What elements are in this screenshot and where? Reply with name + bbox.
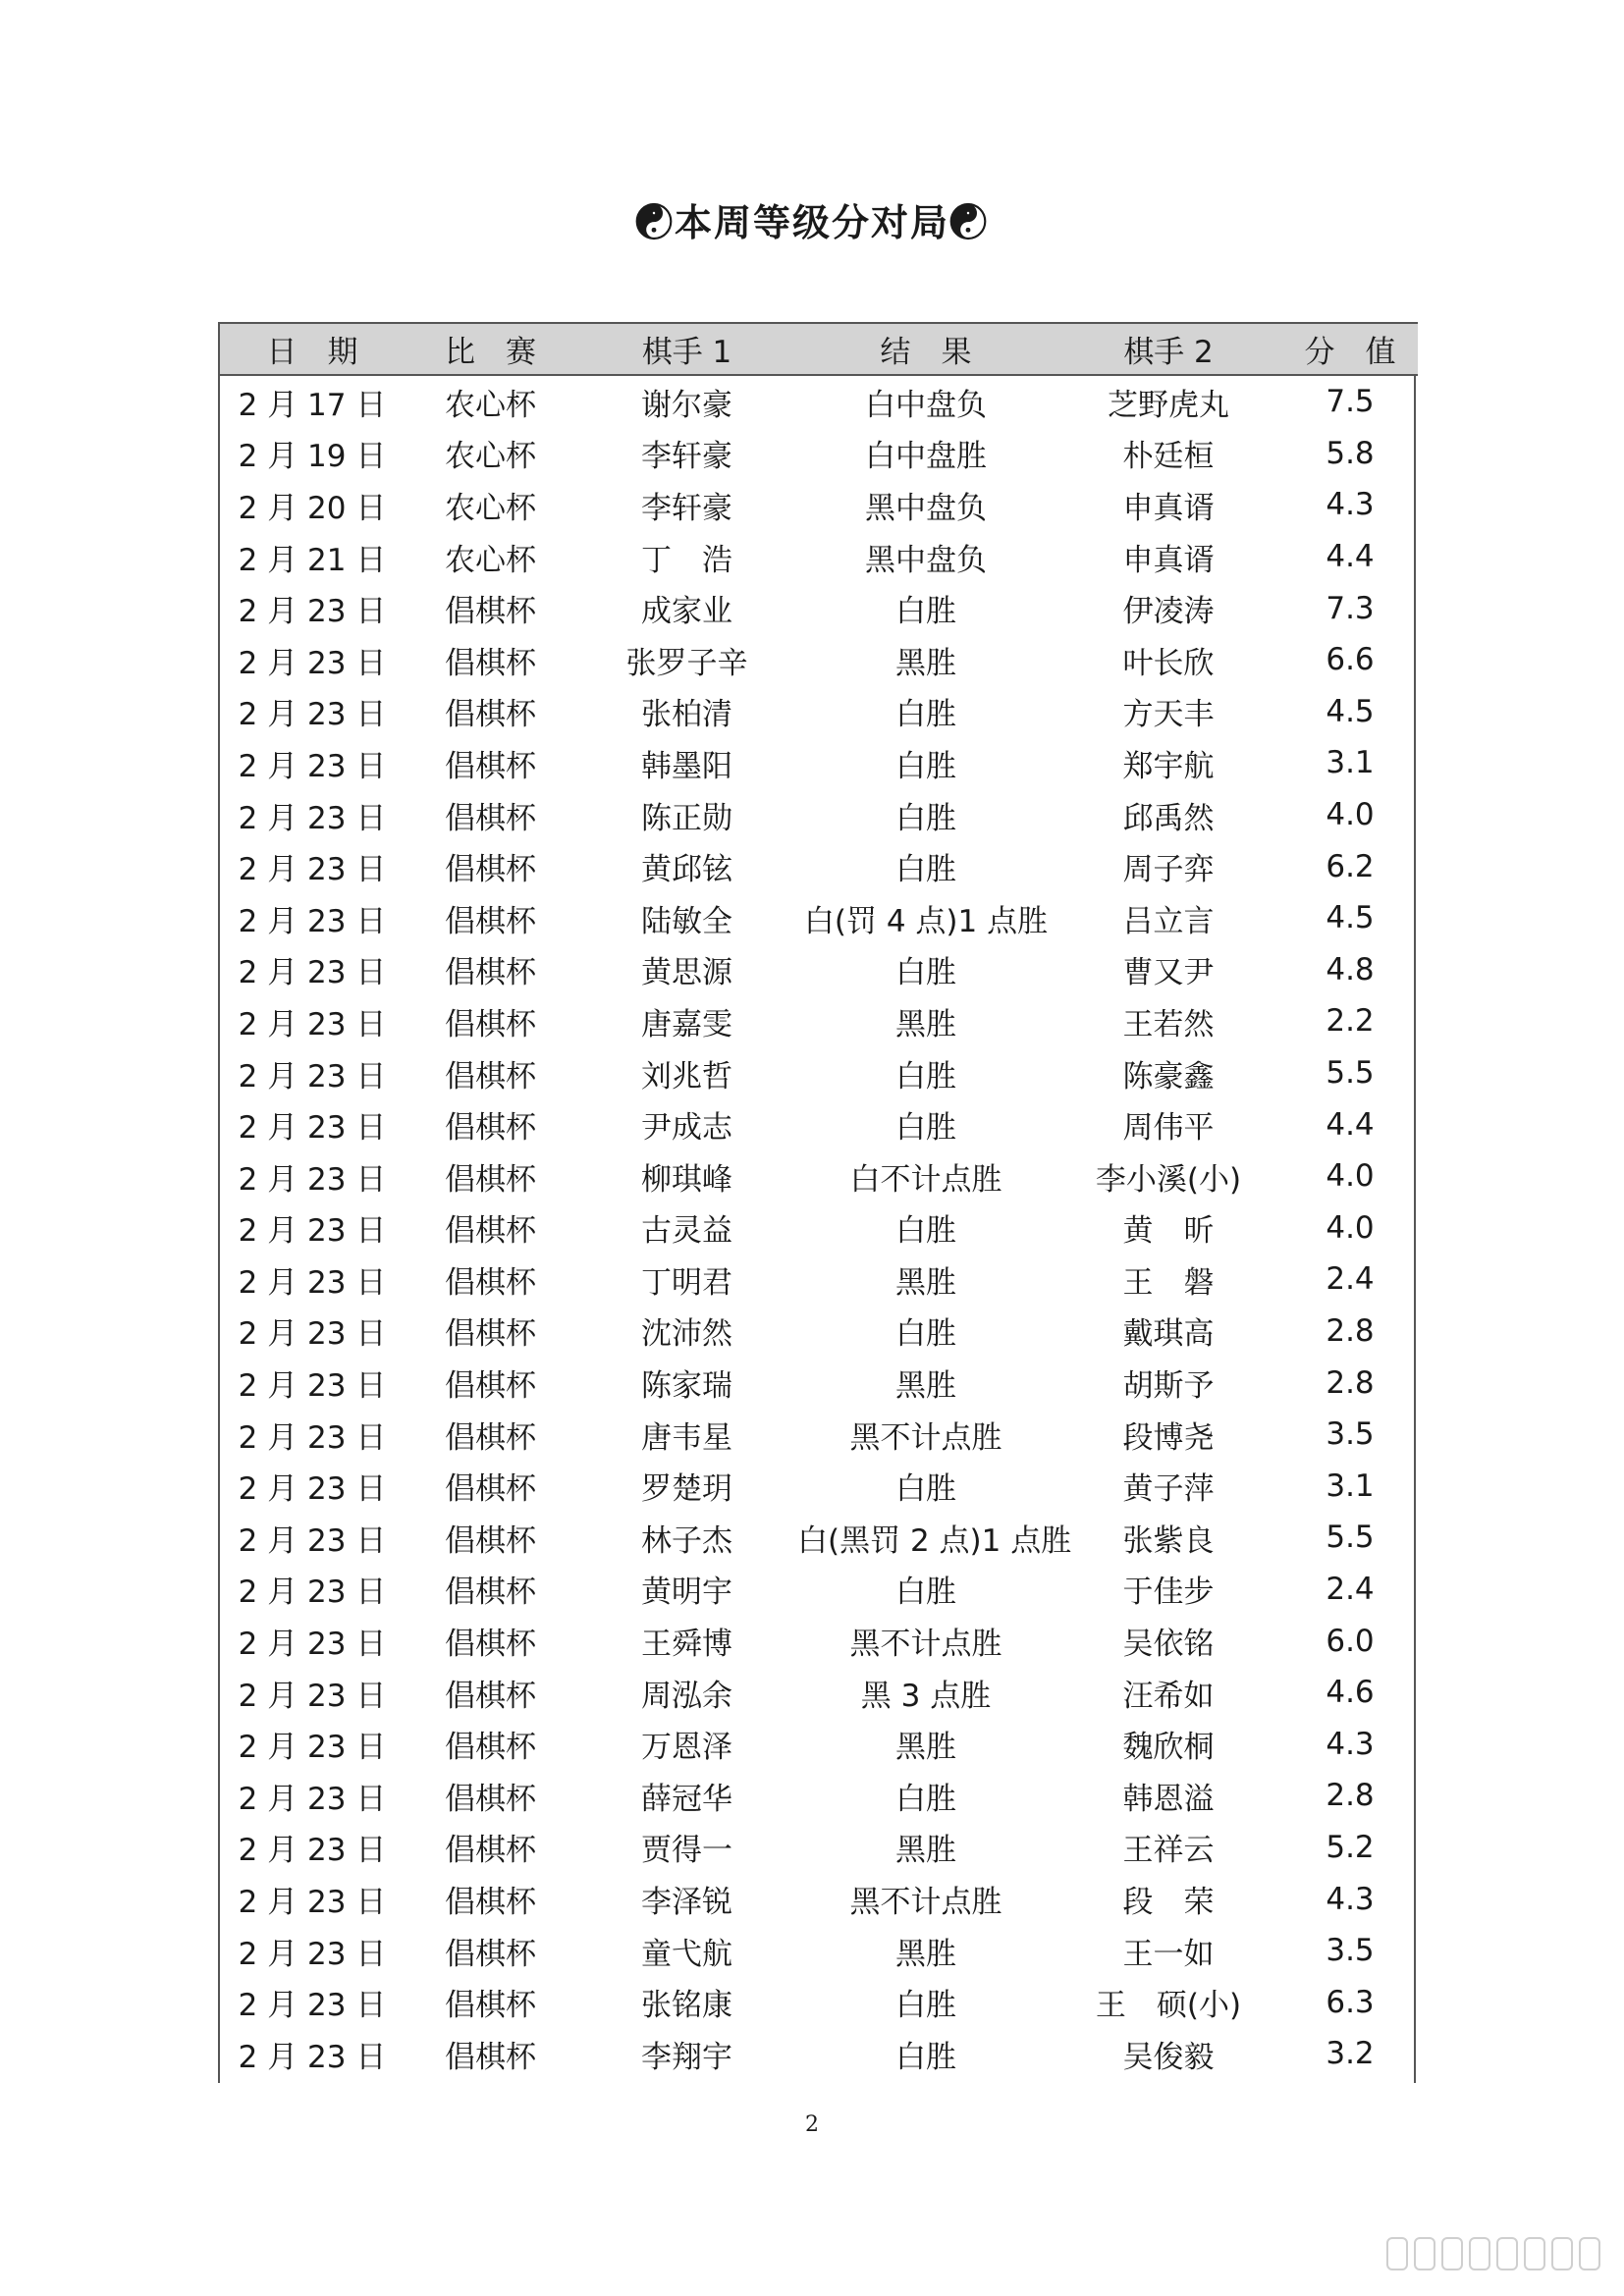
cell-event: 倡棋杯 xyxy=(445,2039,536,2075)
cell-date: 2 月 23 日 xyxy=(238,594,387,630)
cell-result: 白胜 xyxy=(895,1988,956,2024)
cell-result: 白胜 xyxy=(895,800,956,836)
cell-date: 2 月 23 日 xyxy=(238,2039,387,2075)
cell-player1: 张柏清 xyxy=(641,697,732,733)
table-row xyxy=(220,479,1418,531)
cell-points: 2.2 xyxy=(1326,1003,1375,1040)
cell-points: 4.8 xyxy=(1326,951,1375,988)
cell-event: 倡棋杯 xyxy=(445,748,536,784)
cell-points: 7.3 xyxy=(1326,590,1375,626)
cell-result: 黑 3 点胜 xyxy=(860,1678,992,1714)
cell-player2: 申真谞 xyxy=(1122,542,1215,578)
cell-points: 3.1 xyxy=(1326,1468,1375,1504)
cell-player1: 尹成志 xyxy=(641,1110,732,1147)
cell-points: 4.3 xyxy=(1326,487,1375,523)
cell-player1: 罗楚玥 xyxy=(641,1471,732,1508)
cell-date: 2 月 23 日 xyxy=(238,1575,387,1611)
cell-player1: 黄思源 xyxy=(641,955,732,991)
cell-event: 倡棋杯 xyxy=(445,1213,536,1250)
cell-player2: 李小溪(小) xyxy=(1095,1161,1242,1198)
cell-result: 白胜 xyxy=(895,697,956,733)
header-event: 比 赛 xyxy=(445,335,536,370)
cell-date: 2 月 23 日 xyxy=(238,1988,387,2024)
cell-points: 4.0 xyxy=(1326,797,1375,833)
cell-player1: 张罗子辛 xyxy=(625,645,748,681)
cell-event: 倡棋杯 xyxy=(445,1781,536,1817)
cell-points: 2.8 xyxy=(1326,1364,1375,1401)
cell-event: 倡棋杯 xyxy=(445,1988,536,2024)
cell-event: 倡棋杯 xyxy=(445,645,536,681)
cell-date: 2 月 23 日 xyxy=(238,1885,387,1921)
cell-event: 倡棋杯 xyxy=(445,1885,536,1921)
cell-date: 2 月 23 日 xyxy=(238,697,387,733)
cell-result: 白胜 xyxy=(895,1575,956,1611)
watermark-bars-icon xyxy=(1386,2237,1600,2270)
table-row xyxy=(220,789,1418,841)
cell-date: 2 月 23 日 xyxy=(238,903,387,939)
cell-player1: 成家业 xyxy=(641,594,732,630)
cell-player1: 唐韦星 xyxy=(641,1419,732,1456)
cell-player2: 戴琪高 xyxy=(1122,1316,1215,1353)
cell-result: 白胜 xyxy=(895,1316,956,1353)
table-row xyxy=(220,2028,1418,2080)
cell-points: 4.0 xyxy=(1326,1209,1375,1246)
cell-player2: 曹又尹 xyxy=(1122,955,1215,991)
table-row xyxy=(220,1512,1418,1564)
cell-player2: 魏欣桐 xyxy=(1122,1730,1215,1766)
cell-event: 倡棋杯 xyxy=(445,1471,536,1508)
cell-player1: 丁明君 xyxy=(641,1264,732,1301)
cell-event: 倡棋杯 xyxy=(445,1110,536,1147)
table-row xyxy=(220,1306,1418,1358)
cell-player1: 陈家瑞 xyxy=(641,1368,732,1405)
cell-date: 2 月 23 日 xyxy=(238,1264,387,1301)
cell-player1: 沈沛然 xyxy=(641,1316,732,1353)
cell-event: 农心杯 xyxy=(445,490,536,526)
cell-result: 黑中盘负 xyxy=(865,490,987,526)
cell-player2: 叶长欣 xyxy=(1122,645,1215,681)
cell-player1: 贾得一 xyxy=(641,1833,732,1869)
table-row xyxy=(220,1615,1418,1667)
cell-player1: 陆敏全 xyxy=(641,903,732,939)
cell-player1: 万恩泽 xyxy=(641,1730,732,1766)
cell-player1: 韩墨阳 xyxy=(641,748,732,784)
cell-date: 2 月 23 日 xyxy=(238,1213,387,1250)
table-row xyxy=(220,582,1418,634)
cell-player1: 唐嘉雯 xyxy=(641,1006,732,1042)
cell-points: 4.5 xyxy=(1326,693,1375,729)
cell-event: 倡棋杯 xyxy=(445,1522,536,1559)
cell-points: 5.2 xyxy=(1326,1829,1375,1865)
cell-event: 倡棋杯 xyxy=(445,852,536,888)
results-table-frame xyxy=(218,322,1416,2083)
table-row xyxy=(220,1357,1418,1409)
cell-player1: 陈正勋 xyxy=(641,800,732,836)
cell-player1: 张铭康 xyxy=(641,1988,732,2024)
cell-player2: 王一如 xyxy=(1122,1936,1215,1972)
cell-player2: 吴俊毅 xyxy=(1122,2039,1215,2075)
table-row xyxy=(220,1925,1418,1977)
cell-points: 3.5 xyxy=(1326,1416,1375,1453)
cell-result: 黑中盘负 xyxy=(865,542,987,578)
table-row xyxy=(220,1770,1418,1822)
cell-date: 2 月 23 日 xyxy=(238,1471,387,1508)
table-row xyxy=(220,1150,1418,1202)
cell-date: 2 月 19 日 xyxy=(238,439,387,475)
cell-result: 白胜 xyxy=(895,852,956,888)
cell-result: 白不计点胜 xyxy=(849,1161,1002,1198)
cell-player1: 黄邱铉 xyxy=(641,852,732,888)
cell-player1: 刘兆哲 xyxy=(641,1058,732,1095)
table-row xyxy=(220,737,1418,789)
cell-event: 倡棋杯 xyxy=(445,1419,536,1456)
cell-event: 农心杯 xyxy=(445,387,536,423)
cell-result: 白胜 xyxy=(895,748,956,784)
table-row xyxy=(220,1254,1418,1306)
cell-result: 黑胜 xyxy=(895,1833,956,1869)
cell-date: 2 月 23 日 xyxy=(238,1316,387,1353)
cell-points: 3.5 xyxy=(1326,1933,1375,1969)
cell-player1: 周泓余 xyxy=(641,1678,732,1714)
cell-player2: 段博尧 xyxy=(1122,1419,1215,1456)
cell-result: 白中盘胜 xyxy=(865,439,987,475)
cell-result: 白胜 xyxy=(895,955,956,991)
table-row xyxy=(220,1822,1418,1874)
cell-player2: 周子弈 xyxy=(1122,852,1215,888)
cell-event: 农心杯 xyxy=(445,542,536,578)
cell-result: 黑胜 xyxy=(895,1264,956,1301)
cell-event: 倡棋杯 xyxy=(445,800,536,836)
table-row xyxy=(220,1202,1418,1255)
cell-event: 倡棋杯 xyxy=(445,1627,536,1663)
cell-player2: 申真谞 xyxy=(1122,490,1215,526)
cell-player2: 段 荣 xyxy=(1122,1885,1215,1921)
cell-event: 倡棋杯 xyxy=(445,594,536,630)
table-row xyxy=(220,531,1418,583)
cell-points: 6.3 xyxy=(1326,1984,1375,2020)
cell-date: 2 月 17 日 xyxy=(238,387,387,423)
cell-points: 4.4 xyxy=(1326,539,1375,575)
cell-player2: 汪希如 xyxy=(1122,1678,1215,1714)
cell-player2: 陈豪鑫 xyxy=(1122,1058,1215,1095)
table-body xyxy=(220,375,1418,2080)
cell-event: 农心杯 xyxy=(445,439,536,475)
cell-points: 3.1 xyxy=(1326,745,1375,781)
cell-result: 白胜 xyxy=(895,1058,956,1095)
cell-player2: 方天丰 xyxy=(1122,697,1215,733)
table-row xyxy=(220,892,1418,944)
cell-player1: 薛冠华 xyxy=(641,1781,732,1817)
cell-date: 2 月 23 日 xyxy=(238,955,387,991)
cell-event: 倡棋杯 xyxy=(445,1833,536,1869)
cell-player1: 谢尔豪 xyxy=(641,387,732,423)
cell-event: 倡棋杯 xyxy=(445,903,536,939)
cell-date: 2 月 23 日 xyxy=(238,1110,387,1147)
cell-date: 2 月 23 日 xyxy=(238,1936,387,1972)
cell-result: 黑不计点胜 xyxy=(849,1885,1002,1921)
table-row xyxy=(220,686,1418,738)
cell-result: 黑胜 xyxy=(895,1368,956,1405)
cell-player2: 吴依铭 xyxy=(1122,1627,1215,1663)
cell-player2: 王 磐 xyxy=(1122,1264,1215,1301)
cell-event: 倡棋杯 xyxy=(445,1936,536,1972)
table-row xyxy=(220,1098,1418,1150)
cell-result: 白胜 xyxy=(895,1781,956,1817)
cell-event: 倡棋杯 xyxy=(445,697,536,733)
cell-date: 2 月 23 日 xyxy=(238,1627,387,1663)
cell-result: 黑不计点胜 xyxy=(849,1627,1002,1663)
cell-event: 倡棋杯 xyxy=(445,1368,536,1405)
cell-result: 白胜 xyxy=(895,1110,956,1147)
cell-player1: 李泽锐 xyxy=(641,1885,732,1921)
cell-player2: 王 硕(小) xyxy=(1095,1988,1242,2024)
cell-date: 2 月 23 日 xyxy=(238,1678,387,1714)
cell-date: 2 月 23 日 xyxy=(238,1781,387,1817)
cell-points: 2.8 xyxy=(1326,1312,1375,1349)
cell-points: 7.5 xyxy=(1326,384,1375,420)
cell-event: 倡棋杯 xyxy=(445,955,536,991)
cell-points: 6.6 xyxy=(1326,642,1375,678)
table-row xyxy=(220,375,1418,428)
cell-player2: 郑宇航 xyxy=(1122,748,1215,784)
cell-player2: 朴廷桓 xyxy=(1122,439,1215,475)
table-row xyxy=(220,1409,1418,1461)
cell-result: 黑胜 xyxy=(895,1730,956,1766)
cell-points: 4.0 xyxy=(1326,1158,1375,1195)
header-date: 日 期 xyxy=(266,335,358,370)
header-player2: 棋手 2 xyxy=(1123,335,1214,370)
cell-points: 3.2 xyxy=(1326,2036,1375,2072)
cell-date: 2 月 23 日 xyxy=(238,1161,387,1198)
table-row xyxy=(220,1873,1418,1925)
cell-result: 白胜 xyxy=(895,594,956,630)
cell-event: 倡棋杯 xyxy=(445,1678,536,1714)
cell-event: 倡棋杯 xyxy=(445,1575,536,1611)
cell-player2: 芝野虎丸 xyxy=(1108,387,1229,423)
table-row xyxy=(220,840,1418,892)
cell-result: 黑不计点胜 xyxy=(849,1419,1002,1456)
cell-points: 5.8 xyxy=(1326,435,1375,471)
cell-player2: 吕立言 xyxy=(1122,903,1215,939)
page-title: ☯本周等级分对局☯ xyxy=(634,200,989,244)
cell-player1: 柳琪峰 xyxy=(641,1161,732,1198)
cell-player2: 王若然 xyxy=(1122,1006,1215,1042)
cell-date: 2 月 23 日 xyxy=(238,1522,387,1559)
table-row xyxy=(220,944,1418,996)
cell-player2: 伊凌涛 xyxy=(1122,594,1215,630)
cell-points: 6.2 xyxy=(1326,848,1375,884)
cell-date: 2 月 23 日 xyxy=(238,1006,387,1042)
table-row xyxy=(220,1667,1418,1719)
cell-date: 2 月 23 日 xyxy=(238,1730,387,1766)
cell-points: 5.5 xyxy=(1326,1055,1375,1092)
table-row xyxy=(220,1564,1418,1616)
cell-points: 4.6 xyxy=(1326,1675,1375,1711)
cell-points: 2.4 xyxy=(1326,1261,1375,1298)
table-row xyxy=(220,1047,1418,1099)
cell-player2: 黄 昕 xyxy=(1122,1213,1215,1250)
cell-points: 2.4 xyxy=(1326,1571,1375,1607)
cell-event: 倡棋杯 xyxy=(445,1316,536,1353)
cell-result: 白(罚 4 点)1 点胜 xyxy=(803,903,1049,939)
cell-player1: 古灵益 xyxy=(641,1213,732,1250)
header-result: 结 果 xyxy=(880,335,972,370)
table-row xyxy=(220,995,1418,1047)
cell-date: 2 月 23 日 xyxy=(238,1058,387,1095)
cell-event: 倡棋杯 xyxy=(445,1058,536,1095)
cell-date: 2 月 23 日 xyxy=(238,1368,387,1405)
cell-player2: 张紫良 xyxy=(1122,1522,1215,1559)
cell-player1: 林子杰 xyxy=(641,1522,732,1559)
cell-event: 倡棋杯 xyxy=(445,1264,536,1301)
cell-result: 白胜 xyxy=(895,2039,956,2075)
cell-result: 白中盘负 xyxy=(865,387,987,423)
cell-date: 2 月 23 日 xyxy=(238,852,387,888)
cell-points: 4.3 xyxy=(1326,1726,1375,1762)
cell-result: 黑胜 xyxy=(895,645,956,681)
cell-event: 倡棋杯 xyxy=(445,1730,536,1766)
table-row xyxy=(220,1460,1418,1512)
results-table xyxy=(220,322,1418,2080)
cell-player2: 韩恩溢 xyxy=(1122,1781,1215,1817)
cell-points: 6.0 xyxy=(1326,1623,1375,1659)
cell-player2: 周伟平 xyxy=(1122,1110,1215,1147)
cell-player2: 黄子萍 xyxy=(1122,1471,1215,1508)
cell-result: 白(黑罚 2 点)1 点胜 xyxy=(797,1522,1072,1559)
cell-points: 2.8 xyxy=(1326,1778,1375,1814)
header-player1: 棋手 1 xyxy=(641,335,732,370)
cell-player1: 李轩豪 xyxy=(641,490,732,526)
cell-player1: 王舜博 xyxy=(641,1627,732,1663)
cell-date: 2 月 23 日 xyxy=(238,800,387,836)
cell-player2: 于佳步 xyxy=(1122,1575,1215,1611)
table-row xyxy=(220,428,1418,480)
page-number: 2 xyxy=(805,2112,819,2137)
header-points: 分 值 xyxy=(1304,335,1396,370)
cell-player1: 童弋航 xyxy=(641,1936,732,1972)
table-row xyxy=(220,1976,1418,2028)
cell-result: 黑胜 xyxy=(895,1936,956,1972)
cell-result: 白胜 xyxy=(895,1471,956,1508)
cell-date: 2 月 23 日 xyxy=(238,645,387,681)
cell-player1: 李翔宇 xyxy=(641,2039,732,2075)
cell-player1: 丁 浩 xyxy=(641,542,732,578)
cell-player2: 邱禹然 xyxy=(1122,800,1215,836)
cell-points: 4.4 xyxy=(1326,1106,1375,1143)
cell-points: 4.3 xyxy=(1326,1881,1375,1917)
cell-points: 4.5 xyxy=(1326,900,1375,936)
cell-date: 2 月 23 日 xyxy=(238,1419,387,1456)
cell-date: 2 月 23 日 xyxy=(238,748,387,784)
cell-result: 白胜 xyxy=(895,1213,956,1250)
cell-date: 2 月 23 日 xyxy=(238,1833,387,1869)
table-header-row xyxy=(220,323,1418,375)
table-row xyxy=(220,634,1418,686)
cell-player1: 黄明宇 xyxy=(641,1575,732,1611)
cell-date: 2 月 20 日 xyxy=(238,490,387,526)
cell-event: 倡棋杯 xyxy=(445,1006,536,1042)
cell-player1: 李轩豪 xyxy=(641,439,732,475)
cell-date: 2 月 21 日 xyxy=(238,542,387,578)
cell-player2: 王祥云 xyxy=(1122,1833,1215,1869)
cell-player2: 胡斯予 xyxy=(1122,1368,1215,1405)
cell-points: 5.5 xyxy=(1326,1520,1375,1556)
cell-result: 黑胜 xyxy=(895,1006,956,1042)
table-row xyxy=(220,1718,1418,1770)
cell-event: 倡棋杯 xyxy=(445,1161,536,1198)
